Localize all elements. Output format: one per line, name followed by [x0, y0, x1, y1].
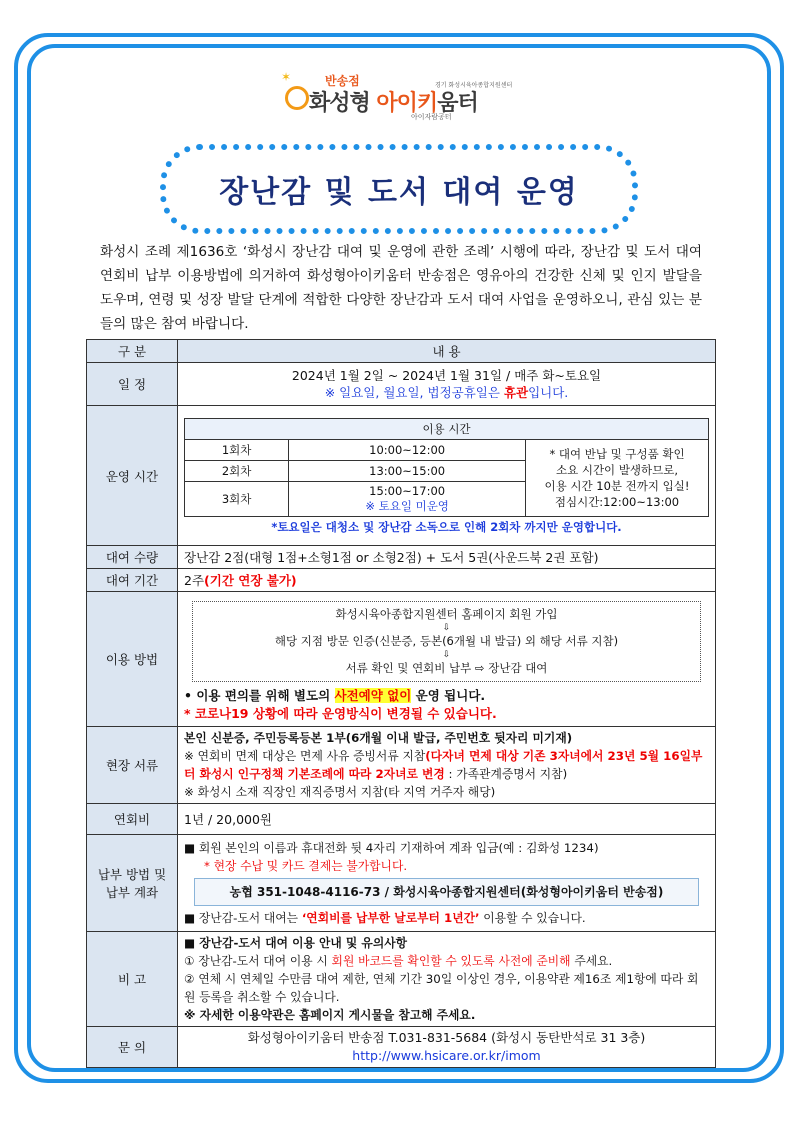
period-label: 대여 기간 [87, 569, 178, 592]
logo [281, 70, 525, 132]
contact-url[interactable]: http://www.hsicare.or.kr/imom [352, 1048, 541, 1063]
docs-line-2: ※ 연회비 면제 대상은 면제 사유 증빙서류 지참(다자녀 면제 대상 기존 3자녀에서 23년 5월 16일부터 화성시 인구정책 기본조례에 따라 2자녀로 변경 : 가족관계증명서 지참) [184, 749, 703, 781]
flow-step-1: 화성시육아종합지원센터 홈페이지 회원 가입 [335, 606, 558, 621]
bank-account: 농협 351-1048-4116-73 / 화성시육아종합지원센터(화성형아이키움터 반송점) [194, 878, 699, 906]
time-row [87, 406, 716, 546]
pay-line-2: * 현장 수납 및 카드 결제는 불가합니다. [204, 859, 408, 873]
fee-value: 1년 / 20,000원 [178, 804, 716, 835]
docs-line-3: ※ 화성시 소재 직장인 재직증명서 지참(타 지역 거주자 해당) [184, 785, 496, 799]
pay-row [87, 835, 716, 932]
table-header-row [87, 340, 716, 363]
smile-face-icon [285, 86, 309, 110]
note-line-4: ※ 자세한 이용약관은 홈페이지 게시물을 참고해 주세요. [184, 1008, 476, 1022]
round-3-name: 3회차 [185, 482, 289, 517]
method-note-2: * 코로나19 상황에 따라 운영방식이 변경될 수 있습니다. [184, 705, 497, 721]
pay-line-3: ■ 장난감-도서 대여는 ‘연회비를 납부한 날로부터 1년간’ 이용할 수 있습니다. [184, 911, 586, 925]
info-table [86, 339, 716, 1068]
schedule-row [87, 363, 716, 406]
method-row [87, 592, 716, 727]
intro-text: 화성시 조례 제1636호 ‘화성시 장난감 대여 및 운영에 관한 조례’ 시행에 따라, 장난감 및 도서 대여 연회비 납부 이용방법에 의거하여 화성형아이키움터 반송점은 영유아의 건강한 신체 및 인지 발달을 도우며, 연령 및 성장 발달 단계에 적합한 다양한 장난감과 도서 대여 사업을 운영하오니, 관심 있는 분들의 많은 참여 바랍니다. [100, 244, 702, 332]
page-title: 장난감 및 도서 대여 운영 [219, 175, 579, 210]
note-line-3: ② 연체 시 연체일 수만큼 대여 제한, 연체 기간 30일 이상인 경우, 이용약관 제16조 제1항에 따라 회원 등록을 취소할 수 있습니다. [184, 972, 699, 1004]
time-head: 이용 시간 [185, 419, 709, 440]
title-box [160, 144, 638, 234]
logo-sub: 반송점 [325, 74, 360, 88]
period-note: (기간 연장 불가) [204, 573, 297, 588]
round-1-name: 1회차 [185, 440, 289, 461]
contact-label: 문 의 [87, 1027, 178, 1068]
fee-label: 연회비 [87, 804, 178, 835]
flow-arrow-icon: ⇩ [442, 649, 451, 660]
qty-label: 대여 수량 [87, 546, 178, 569]
qty-value: 장난감 2점(대형 1점+소형1점 or 소형2점) + 도서 5권(사운드북 2권 포함) [178, 546, 716, 569]
schedule-label: 일 정 [87, 363, 178, 406]
docs-label: 현장 서류 [87, 727, 178, 804]
flow-arrow-icon: ⇩ [442, 622, 451, 633]
docs-line-1: 본인 신분증, 주민등록등본 1부(6개월 이내 발급, 주민번호 뒷자리 미기재) [184, 731, 573, 745]
method-note: • 이용 편의를 위해 별도의 사전예약 없이 운영 됩니다. [184, 687, 486, 703]
logo-center: 경기 화성시육아종합지원센터 [435, 82, 513, 89]
round-2-name: 2회차 [185, 461, 289, 482]
note-label: 비 고 [87, 932, 178, 1027]
round-1-time: 10:00~12:00 [289, 440, 526, 461]
time-label: 운영 시간 [87, 406, 178, 546]
schedule-note: ※ 일요일, 월요일, 법정공휴일은 휴관입니다. [324, 385, 569, 400]
round-2-time: 13:00~15:00 [289, 461, 526, 482]
qty-row [87, 546, 716, 569]
time-schedule-table [184, 418, 709, 517]
period-value: 2주 [184, 573, 205, 588]
contact-row [87, 1027, 716, 1068]
star-icon: ✶ [281, 70, 292, 84]
logo-main: 화성형 아이키움터 [309, 91, 478, 116]
note-line-1: ■ 장난감-도서 대여 이용 안내 및 유의사항 [184, 936, 408, 950]
note-line-2: ① 장난감-도서 대여 이용 시 회원 바코드를 확인할 수 있도록 사전에 준비해 주세요. [184, 954, 613, 968]
method-label: 이용 방법 [87, 592, 178, 727]
pay-line-1: ■ 회원 본인의 이름과 휴대전화 뒷 4자리 기재하여 계좌 입금(예 : 김화성 1234) [184, 841, 599, 855]
period-row [87, 569, 716, 592]
time-side-note: * 대여 반납 및 구성품 확인 소요 시간이 발생하므로, 이용 시간 10분 전까지 입실! 점심시간:12:00~13:00 [526, 440, 709, 517]
note-row [87, 932, 716, 1027]
schedule-line: 2024년 1월 2일 ~ 2024년 1월 31일 / 매주 화~토요일 [291, 368, 602, 383]
pay-label: 납부 방법 및 납부 계좌 [87, 835, 178, 932]
logo-tag: 아이자람공터 [411, 113, 452, 121]
time-footer: *토요일은 대청소 및 장난감 소독으로 인해 2회차 까지만 운영합니다. [271, 520, 622, 534]
contact-line: 화성형아이키움터 반송점 T.031-831-5684 (화성시 동탄반석로 31 3층) [247, 1030, 646, 1045]
flow-step-3: 서류 확인 및 연회비 납부 ⇨ 장난감 대여 [345, 660, 548, 675]
docs-row [87, 727, 716, 804]
method-flow-box [192, 601, 701, 682]
round-3-time: 15:00~17:00 [369, 484, 446, 498]
round-3-note: ※ 토요일 미운영 [365, 499, 449, 513]
flow-step-2: 해당 지점 방문 인증(신분증, 등본(6개월 내 발급) 외 해당 서류 지참) [274, 633, 619, 648]
header-label: 구 분 [87, 340, 178, 363]
header-content: 내 용 [178, 340, 716, 363]
fee-row [87, 804, 716, 835]
